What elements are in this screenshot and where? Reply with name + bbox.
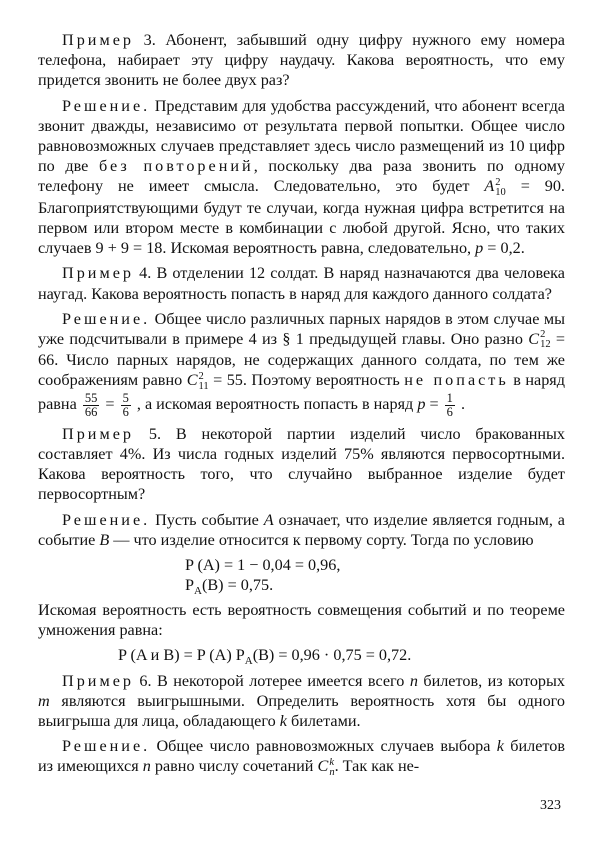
arrangements-symbol: A: [484, 177, 495, 196]
combinations-symbol: C: [317, 757, 329, 776]
example-4-statement: Пример 4. В отделении 12 солдат. В наряд назначаются два человека наугад. Какова вероятность попасть в наряд для каждого данного солдата?: [38, 264, 565, 303]
solution-label: Решение.: [62, 309, 151, 328]
example-6-statement: Пример 6. В некоторой лотерее имеется всего n билетов, из которых m являются выигрышными. Определить вероятность хотя бы одного выигрыша для лица, обладающего k билетами.: [38, 671, 565, 730]
solution-3: Решение. Представим для удобства рассуждений, что абонент всегда звонит дважды, независимо от результата первой попытки. Общее число равновозможных случаев представляет здесь число размещений из 10 цифр по две без повторений, поскольку два раза звонить по одному телефону не имеет смысла. Следовательно, это будет A 2 10 = 90. Благоприятствующими будут те случаи, когда нужная цифра встретится на первом или втором месте в комбинации с любой другой. Ясно, что таких случаев 9 + 9 = 18. Искомая вероятность равна, следовательно, p = 0,2.: [38, 96, 565, 258]
fraction: $\frac{55}{66}$: [84, 390, 98, 419]
fraction: $\frac{1}{6}$: [446, 390, 453, 419]
example-label: Пример: [62, 31, 134, 49]
solution-6: Решение. Общее число равновозможных случаев выбора k билетов из имеющихся n равно числу сочетаний C k n . Так как не-: [38, 737, 565, 778]
combinations-symbol: C: [186, 371, 198, 390]
example-label: Пример: [62, 671, 134, 690]
combinations-symbol: C: [528, 329, 540, 348]
example-3-statement: Пример 3. Абонент, забывший одну цифру нужного ему номера телефона, набирает эту цифру наудачу. Какова вероятность, что ему придется звонить не более двух раз?: [38, 31, 565, 90]
solution-label: Решение.: [62, 737, 151, 756]
page-text: [38, 30, 565, 783]
solution-5: Решение. Пусть событие A означает, что изделие является годным, а событие B — что изделие относится к первому сорту. Тогда по условию: [38, 510, 565, 549]
solution-label: Решение.: [62, 96, 151, 115]
example-5-statement: Пример 5. В некоторой партии изделий число бракованных составляет 4%. Из числа годных изделий 75% являются первосортными. Какова вероятность того, что случайно выбранное изделие будет первосортным?: [38, 424, 565, 504]
solution-5-continued: Искомая вероятность есть вероятность совмещения событий и по теореме умножения равна:: [38, 600, 565, 640]
formula-conditions: P (A) = 1 − 0,04 = 0,96, $P_A(B) = 0,75$.: [185, 555, 341, 598]
example-label: Пример: [62, 264, 134, 283]
fraction: $\frac{5}{6}$: [122, 390, 129, 419]
formula-multiplication: P (A и B) = P (A) $P_A(B) = 0,96 \cdot 0,75 = 0,72$.: [118, 646, 412, 668]
page-number: 323: [540, 798, 561, 813]
solution-label: Решение.: [62, 510, 151, 529]
solution-4: Решение. Общее число различных парных нарядов в этом случае мы уже подсчитывали в примере 4 из § 1 предыдущей главы. Оно разно C 2 12 = 66. Число парных нарядов, не содержащих данного солдата, по тем же соображениям равно C 2 11 = 55. Поэтому вероятность не попасть в наряд равна $\frac{55}{66}$ = $\frac{5}{6}$ , а искомая вероятность попасть в наряд p = $\frac{1}{6}$ .: [38, 309, 565, 419]
example-label: Пример: [62, 424, 134, 443]
